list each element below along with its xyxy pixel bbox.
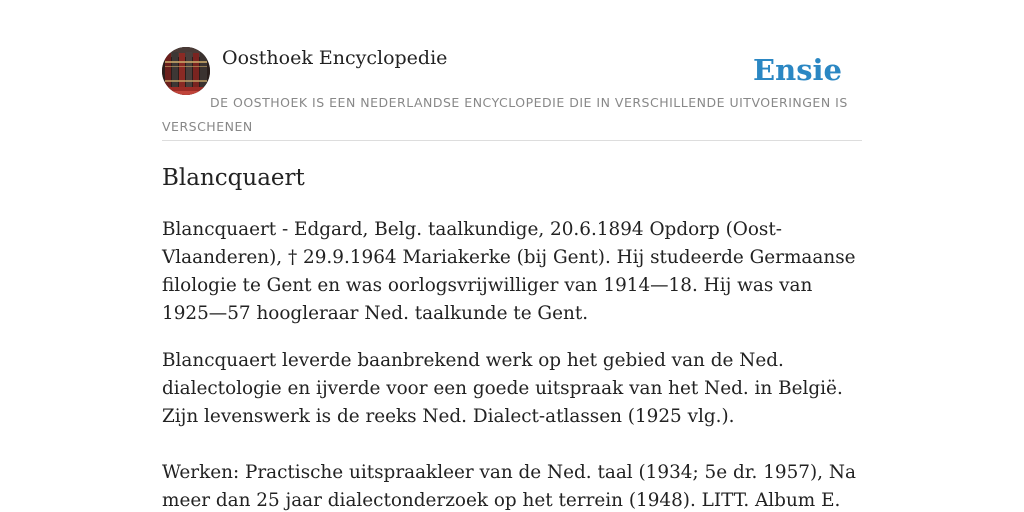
- article-paragraph-3: Werken: Practische uitspraakleer van de Ned. taal (1934; 5e dr. 1957), Na meer dan 25 jaar dialectonderzoek op het terrein (1948). LITT. Album E.: [162, 462, 856, 511]
- encyclopedia-books-icon: [162, 47, 210, 95]
- site-avatar[interactable]: [162, 47, 210, 95]
- site-header: [162, 46, 862, 141]
- article-title: Blancquaert: [162, 165, 305, 191]
- site-title-link[interactable]: Oosthoek Encyclopedie: [222, 47, 448, 69]
- ensie-logo-link[interactable]: Ensie: [753, 53, 842, 87]
- article-paragraph-1: Blancquaert - Edgard, Belg. taalkundige, 20.6.1894 Opdorp (Oost-Vlaanderen), † 29.9.1964 Mariakerke (bij Gent). Hij studeerde Germaanse filologie te Gent en was oorlogsvrijwilliger van 1914—18. Hij was van 1925—57 hoogleraar Ned. taalkunde te Gent.: [162, 219, 856, 324]
- article-paragraph-2: Blancquaert leverde baanbrekend werk op het gebied van de Ned. dialectologie en ijverde voor een goede uitspraak van het Ned. in België. Zijn levenswerk is de reeks Ned. Dialect-atlassen (1925 vlg.).: [162, 350, 843, 427]
- site-description: DE OOSTHOEK IS EEN NEDERLANDSE ENCYCLOPEDIE DIE IN VERSCHILLENDE UITVOERINGEN IS VERSCHENEN: [162, 95, 848, 134]
